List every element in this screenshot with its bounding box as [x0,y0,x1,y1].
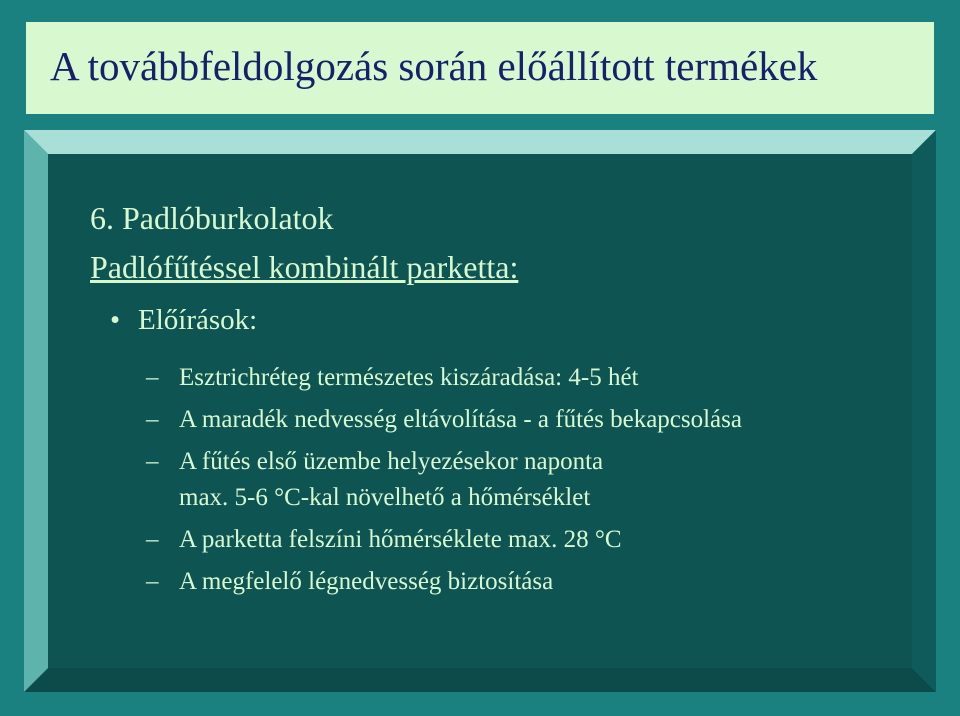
dash-marker: – [146,406,159,433]
frame-bevel-top [24,130,936,154]
frame-bevel-bottom [24,668,936,692]
slide-title: A továbbfeldolgozás során előállított termékek [50,43,818,89]
content-frame [24,130,936,692]
content-panel [48,154,912,668]
section-heading: 6. Padlóburkolatok [90,200,334,236]
dash-item-text: A maradék nedvesség eltávolítása - a fűtés bekapcsolása [179,406,742,433]
dash-item-continuation [146,484,590,512]
bullet-item [110,304,257,337]
dash-marker: – [146,448,159,475]
dash-marker: – [146,526,159,553]
dash-item-text: Esztrichréteg természetes kiszáradása: 4-5 hét [179,364,639,391]
frame-bevel-right [912,130,936,692]
dash-item [146,406,742,434]
dash-item-text: A parketta felszíni hőmérséklete max. 28 °C [179,526,622,553]
dash-item-text: A fűtés első üzembe helyezésekor naponta [179,448,604,475]
dash-item [146,364,639,392]
dash-item [146,448,603,476]
frame-bevel-left [24,130,48,692]
dash-item [146,568,553,596]
dash-marker: – [146,568,159,595]
dash-item-text: A megfelelő légnedvesség biztosítása [179,568,554,595]
section-subheading: Padlófűtéssel kombinált parketta: [90,249,519,285]
bullet-dot: • [110,304,121,336]
bullet-label: Előírások: [138,304,258,336]
dash-item-text: max. 5-6 °C-kal növelhető a hőmérséklet [179,484,591,511]
title-box [26,22,934,114]
dash-marker: – [146,364,159,391]
dash-item [146,526,622,554]
